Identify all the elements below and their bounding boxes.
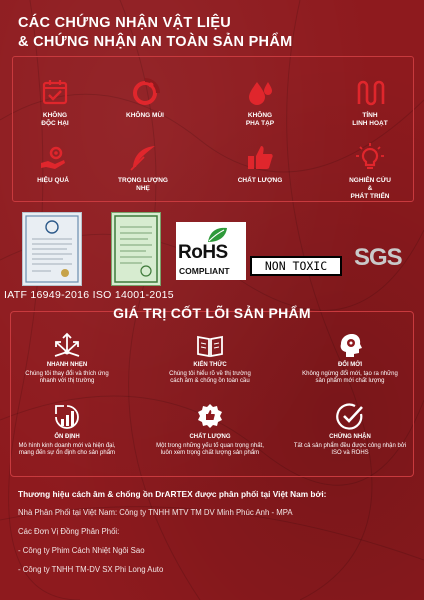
value-desc: Tất cả sản phẩm đều được công nhận bởi — [293, 442, 407, 449]
iso-standards-text: IATF 16949-2016 ISO 14001-2015 — [4, 289, 174, 301]
value-desc: luôn xem trọng chất lượng sản phẩm — [160, 450, 260, 456]
page-title — [18, 14, 292, 52]
rohs-compliant-text: COMPLIANT — [179, 266, 230, 276]
iatf-certificate-image — [22, 212, 82, 286]
rohs-text: RoHS — [178, 242, 228, 263]
feature-quality — [210, 143, 310, 185]
head-gear-icon — [335, 330, 365, 360]
no-smell-icon — [130, 78, 160, 108]
feature-no-adulteration — [210, 78, 310, 128]
value-desc: sản phẩm mới chất lượng — [315, 378, 385, 384]
co-distributor-heading: Các Đơn Vị Đồng Phân Phối: — [18, 527, 120, 536]
value-heading: KIẾN THỨC — [193, 362, 227, 368]
value-desc: Chúng tôi hiểu rõ về thị trường — [169, 370, 251, 377]
open-book-icon — [195, 330, 225, 360]
feature-flexibility — [320, 78, 420, 128]
feature-label: & — [367, 185, 373, 192]
feather-icon — [128, 143, 158, 173]
feature-non-toxic — [5, 78, 105, 128]
distribution-lead: Thương hiệu cách âm & chống ồn DrARTEX được phân phối tại Việt Nam bởi: — [18, 489, 327, 499]
value-agility — [2, 330, 132, 386]
calendar-check-icon — [40, 78, 70, 108]
thumbs-up-icon — [245, 143, 275, 173]
feature-no-smell — [95, 78, 195, 120]
value-stability — [2, 402, 132, 458]
value-innovation — [285, 330, 415, 386]
value-heading: CHỨNG NHẬN — [329, 434, 371, 440]
value-desc: ISO và ROHS — [331, 450, 369, 456]
feature-label: LINH HOẠT — [352, 120, 388, 127]
feature-label: KHÔNG — [42, 112, 68, 119]
value-knowledge — [145, 330, 275, 386]
feature-label: TÍNH — [362, 112, 378, 119]
value-heading: NHANH NHẸN — [46, 362, 88, 368]
flex-wave-icon — [355, 78, 385, 108]
feature-light-weight — [93, 143, 193, 193]
value-certification — [285, 402, 415, 458]
rohs-logo — [176, 222, 246, 280]
value-heading: ĐỔI MỚI — [337, 362, 363, 368]
iso-certificate-image — [111, 212, 161, 286]
value-desc: nhanh với thị trường — [39, 378, 95, 384]
value-desc: Chúng tôi thay đổi và thích ứng — [25, 370, 109, 377]
title-line-1: CÁC CHỨNG NHẬN VẬT LIỆU — [18, 15, 232, 31]
drops-icon — [245, 78, 275, 108]
value-heading: CHẤT LƯỢNG — [189, 434, 231, 440]
co-distributor-item: - Công ty Phim Cách Nhiệt Ngôi Sao — [18, 546, 145, 555]
feature-label: HIỆU QUẢ — [37, 177, 69, 184]
value-desc: mang đến sự ổn định cho sản phẩm — [18, 450, 116, 456]
feature-label: NGHIÊN CỨU — [349, 177, 391, 184]
sgs-logo: SGS — [354, 244, 402, 271]
quality-badge-icon — [195, 402, 225, 432]
lightbulb-icon — [355, 143, 385, 173]
value-desc: Một trong những yếu tố quan trọng nhất, — [156, 442, 264, 449]
feature-label: CHẤT LƯỢNG — [237, 177, 283, 184]
check-circle-icon — [335, 402, 365, 432]
value-heading: ỔN ĐỊNH — [54, 434, 80, 440]
value-quality — [145, 402, 275, 458]
arrows-out-icon — [52, 330, 82, 360]
feature-label: TRỌNG LƯỢNG — [118, 177, 168, 184]
feature-label: ĐỘC HẠI — [41, 120, 69, 127]
hand-gear-icon — [38, 143, 68, 173]
feature-research — [320, 143, 420, 201]
title-line-2: & CHỨNG NHẬN AN TOÀN SẢN PHẨM — [18, 34, 293, 50]
core-values-title: GIÁ TRỊ CỐT LÕI SẢN PHẨM — [113, 305, 311, 321]
feature-label: NHẸ — [136, 185, 150, 192]
feature-label: KHÔNG — [247, 112, 273, 119]
distributor-line: Nhà Phân Phối tại Việt Nam: Công ty TNHH MTV TM DV Minh Phúc Anh - MPA — [18, 508, 293, 517]
distribution-section — [18, 489, 418, 584]
feature-label: PHÁT TRIỂN — [350, 193, 390, 200]
value-desc: Mô hình kinh doanh mới và hiện đại, — [18, 442, 116, 449]
feature-efficiency — [3, 143, 103, 185]
growth-chart-icon — [52, 402, 82, 432]
non-toxic-badge: NON TOXIC — [250, 256, 342, 276]
feature-label: PHA TẠP — [245, 120, 275, 127]
co-distributor-item: - Công ty TNHH TM-DV SX Phi Long Auto — [18, 565, 164, 574]
feature-label: KHÔNG MÙI — [126, 112, 164, 119]
value-desc: Không ngừng đổi mới, tạo ra những — [302, 370, 398, 377]
value-desc: cách âm & chống ồn toàn cầu — [170, 378, 250, 384]
